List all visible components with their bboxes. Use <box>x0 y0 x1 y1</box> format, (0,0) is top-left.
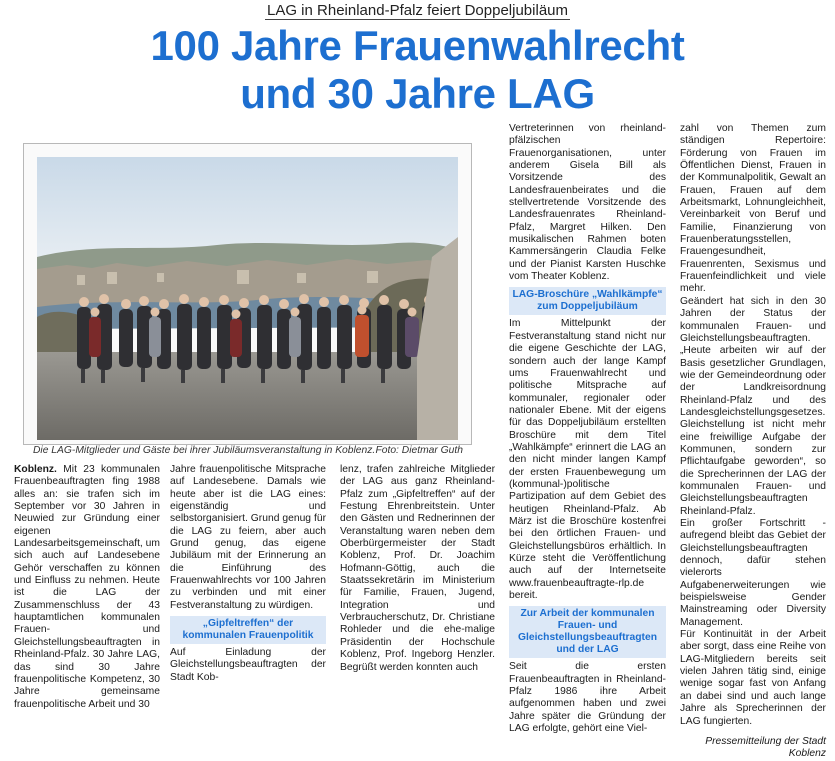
col4-paragraph-3: Seit die ersten Frauenbeauftragten in Rheinland-Pfalz 1986 ihre Arbeit aufgenommen haben und zwei Jahre später die Gründung der LAG erfolgte, gehört eine Viel- <box>509 661 666 735</box>
photo-frame <box>23 143 472 445</box>
photo-credit: Foto: Dietmar Guth <box>375 445 463 456</box>
author-note: Pressemitteilung der Stadt Koblenz <box>705 735 826 760</box>
headline-line-2: und 30 Jahre LAG <box>240 70 595 117</box>
column-4 <box>509 123 666 735</box>
group-photo-illustration <box>37 157 458 440</box>
col5-paragraph: zahl von Themen zum ständigen Repertoire: Förderung von Frauen im Öffentlichen Dienst, Frauen in der Kommunalpolitik, Gewalt an Frauen, Frauen auf dem Arbeitsmarkt, Lohnungleichheit, Vereinbarkeit von Beruf und Familie, Finanzierung von Frauenberatungsstellen, Frauengesundheit, Frauenrenten, Sexismus und Frauenfeindlichkeit und viele mehr. <box>680 123 826 295</box>
kicker: LAG in Rheinland-Pfalz feiert Doppeljubiläum <box>267 2 568 19</box>
subhead-arbeit: Zur Arbeit der kommunalen Frauen- und Gleichstellungsbeauftragten und der LAG <box>509 606 666 658</box>
col3-paragraph: lenz, trafen zahlreiche Mitglieder der LAG aus ganz Rheinland-Pfalz zum „Gipfeltreffen“ auf der Festung Ehrenbreitstein. Unter den Gästen und Rednerinnen der Veranstaltung waren neben dem Oberbürgermeister der Stadt Koblenz, Prof. Dr. Joachim Hofmann-Göttig, auch die Staatssekretärin im Ministerium für Familie, Frauen, Jugend, Integration und Verbraucherschutz, Dr. Christiane Rohleder und die ehe-malige Präsidentin der Hochschule Koblenz, Prof. Ingeborg Henzler. Begrüßt werden konnten auch <box>340 464 495 673</box>
column-2 <box>170 464 326 684</box>
photo-caption <box>33 445 463 456</box>
col5-paragraph-4: Für Kontinuität in der Arbeit aber sorgt, dass eine Reihe von LAG-Mitgliedern bereits seit vielen Jahren tätig sind, einige wenige sogar fast von Anfang an dabei sind und auch lange Jahre als Sprecherinnen der LAG fungierten. <box>680 629 826 727</box>
subhead-broschuere: LAG-Broschüre „Wahlkämpfe“ zum Doppeljubiläum <box>509 287 666 315</box>
column-1 <box>14 464 160 711</box>
column-3 <box>340 464 495 674</box>
group-photo <box>37 157 458 440</box>
col5-paragraph-3: Ein großer Fortschritt - aufregend bleibt das Gebiet der Gleichstellungsbeauftragten dennoch, dafür stehen vielerorts Aufgabenerweiterungen wie beispielsweise Gender Mainstreaming oder Diversity Management. <box>680 518 826 628</box>
col4-paragraph-2: Im Mittelpunkt der Festveranstaltung stand nicht nur die eigene Geschichte der LAG, sondern auch der lange Kampf ums Frauenwahlrecht und politische Mitsprache auf kommunaler, regionaler oder nationaler Ebene. Mit der eigens für das Doppeljubiläum erstellten Broschüre mit dem Titel „Wahlkämpfe“ erinnert die LAG an den nicht minder langen Kampf der ersten Frauenbewegung um (kommunal-)politische Partizipation auf dem Gebiet des heutigen Rheinland-Pfalz. Ab März ist die Broschüre kostenfrei bei den örtlichen Frauen- und Gleichstellungsbüros erhältlich. In Kürze steht die Veröffentlichung auch auf der Internetseite www.frauenbeauftragte-rlp.de bereit. <box>509 318 666 602</box>
col1-paragraph: Koblenz. Mit 23 kommunalen Frauenbeauftragten fing 1988 alles an: sie trafen sich im September vor 30 Jahren in Neuwied zur Gründung einer eigenen Landesarbeitsgemeinschaft, um sich auch auf Landesebene Gehör verschaffen zu können und Einfluss zu nehmen. Heute ist die LAG der Zusammenschluss der 43 hauptamtlichen kommunalen Frauen- und Gleichstellungsbeauftragten in Rheinland-Pfalz. 30 Jahre LAG, das sind 30 Jahre frauenpolitische Kompetenz, 30 Jahre gemeinsame frauenpolitische Arbeit und 30 <box>14 464 160 710</box>
headline <box>0 22 835 118</box>
col2-paragraph-2: Auf Einladung der Gleichstellungsbeauftragten der Stadt Kob- <box>170 647 326 683</box>
col5-paragraph-2: Geändert hat sich in den 30 Jahren der Status der kommunalen Frauen- und Gleichstellungsbeauftragten. „Heute arbeiten wir auf der Basis gesetzlicher Grundlagen, wie der Gemeindeordnung oder der Landkreisordnung Rheinland-Pfalz und des Landesgleichstellungsgesetzes. Gleichstellung ist nicht mehr eine freiwillige Aufgabe der Kommunen, sondern zur Pflichtaufgabe geworden“, so die Sprecherinnen der LAG der kommunalen Frauen- und Gleichstellungsbeauftragten Rheinland-Pfalz. <box>680 295 826 517</box>
subhead-gipfeltreffen: „Gipfeltreffen“ der kommunalen Frauenpolitik <box>170 616 326 644</box>
col2-paragraph: Jahre frauenpolitische Mitsprache auf Landesebene. Damals wie heute aber ist die LAG eines: eigenständig und selbstorganisiert. Grund genug für die LAG zu feiern, aber auch Grund genug, das eigene Jubiläum mit der Erinnerung an die Einführung des Frauenwahlrechts vor 100 Jahren zu verbinden und mit einer Festveranstaltung zu würdigen. <box>170 464 326 611</box>
col4-paragraph: Vertreterinnen von rheinland-pfälzischen Frauenorganisationen, unter anderem Gisela Bill als Vorsitzende des Landesfrauenbeirates und die stellvertretende Vorsitzende des Landesfrauenrates Rheinland-Pfalz, Margret Hilken. Den musikalischen Rahmen boten Kammersängerin Claudia Felke und der Pianist Karsten Huschke vom Theater Koblenz. <box>509 123 666 283</box>
column-5 <box>680 123 826 761</box>
headline-line-1: 100 Jahre Frauenwahlrecht <box>150 22 685 69</box>
caption-text: Die LAG-Mitglieder und Gäste bei ihrer Jubiläumsveranstaltung in Koblenz. <box>33 445 376 456</box>
dateline: Koblenz. <box>14 464 57 475</box>
